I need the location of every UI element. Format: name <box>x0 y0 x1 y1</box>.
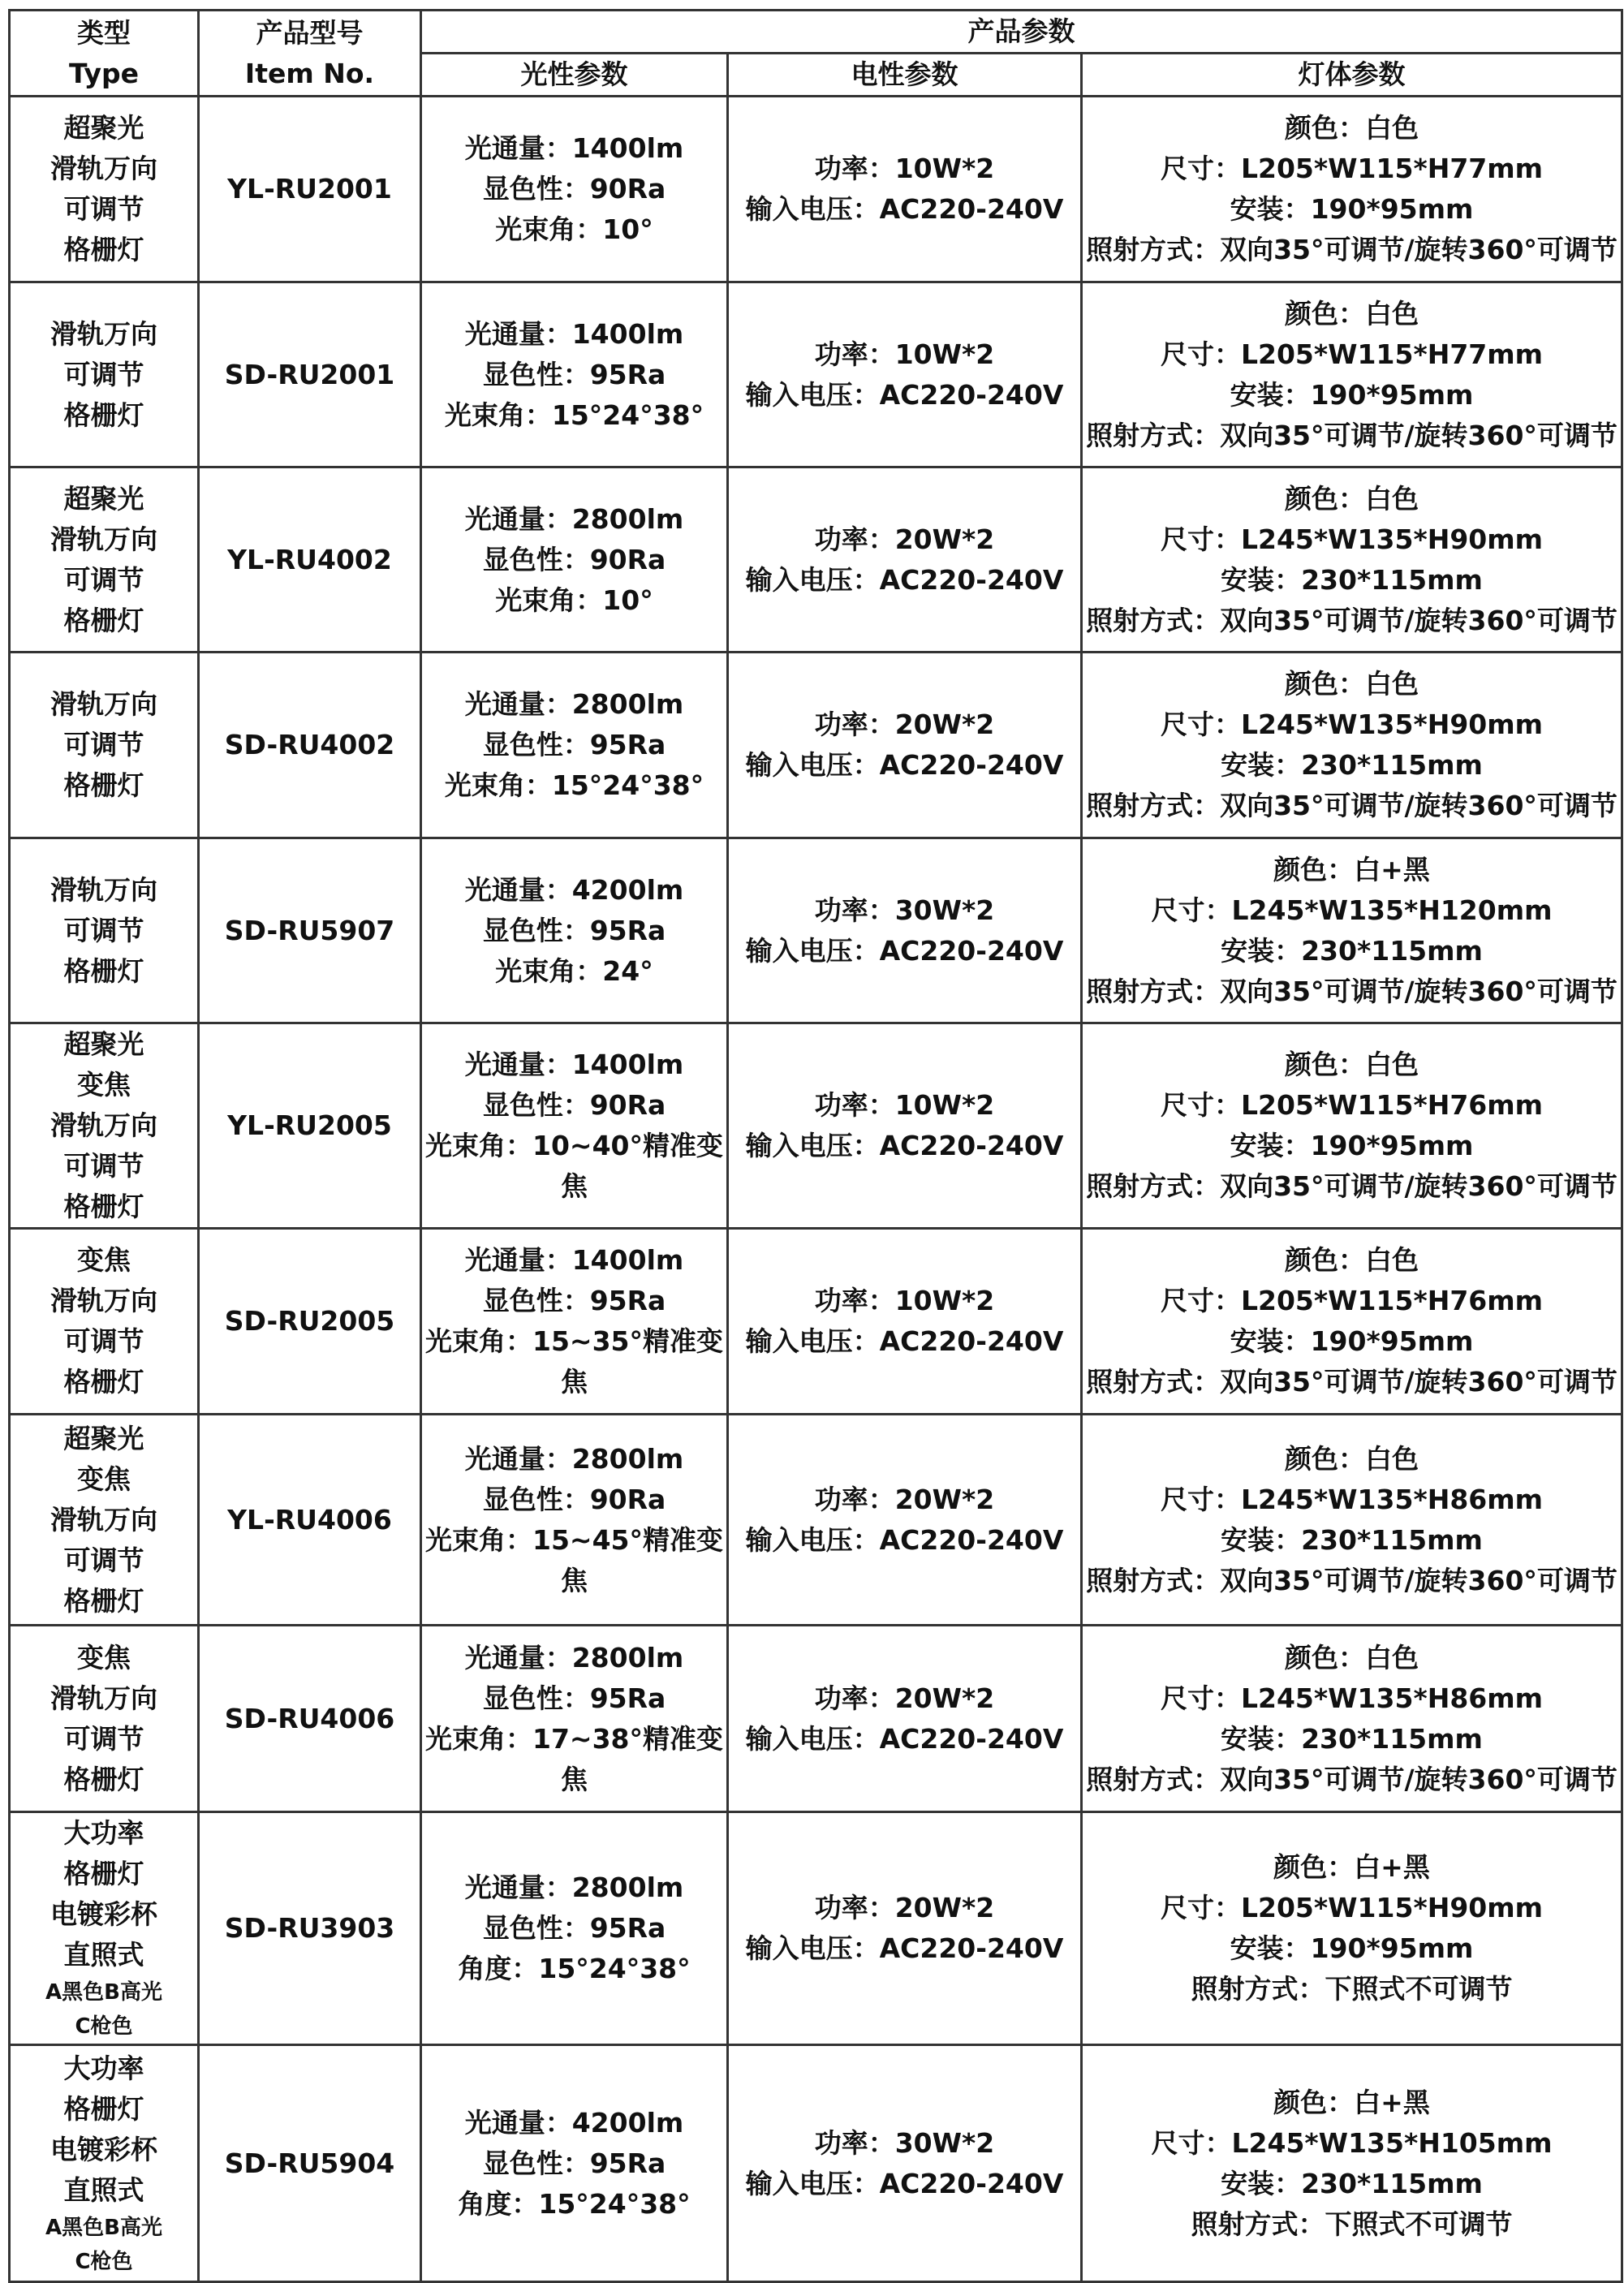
body-params-cell-line: 照射方式：下照式不可调节 <box>1191 2208 1513 2240</box>
electrical-params-cell <box>728 467 1082 653</box>
body-params-cell-line: 尺寸：L205*W115*H76mm <box>1160 1285 1544 1316</box>
body-params-cell <box>1082 97 1622 282</box>
electrical-params-cell <box>728 838 1082 1023</box>
type-cell-line: 直照式 <box>63 1939 144 1971</box>
body-params-cell-line: 安装：190*95mm <box>1230 1130 1474 1161</box>
optical-params-cell-line: 焦 <box>561 1170 588 1202</box>
item-no-cell: SD-RU4006 <box>199 1626 421 1812</box>
electrical-params-cell-line: 功率：10W*2 <box>814 1089 995 1121</box>
type-cell-line: A黑色B高光 <box>45 2215 162 2240</box>
item-no-cell: YL-RU2001 <box>199 97 421 282</box>
optical-params-cell-line: 光通量：2800lm <box>464 502 684 535</box>
item-no-cell: YL-RU2005 <box>199 1023 421 1229</box>
type-cell-line: C枪色 <box>75 2249 133 2274</box>
body-params-cell-line: 照射方式：双向35°可调节/旋转360°可调节 <box>1086 1366 1618 1398</box>
table-row <box>10 1023 1622 1229</box>
body-params-cell-line: 颜色：白+黑 <box>1273 2086 1430 2118</box>
electrical-params-cell-line: 输入电压：AC220-240V <box>745 563 1064 596</box>
body-params-cell <box>1082 282 1622 467</box>
optical-params-cell-line: 显色性：95Ra <box>482 729 666 760</box>
header-type-en: Type <box>68 57 140 89</box>
body-params-cell-line: 尺寸：L245*W135*H90mm <box>1160 709 1544 740</box>
header-product-params: 产品参数 <box>421 11 1622 54</box>
electrical-params-cell-line: 功率：10W*2 <box>814 153 995 184</box>
electrical-params-cell <box>728 1229 1082 1415</box>
type-cell-line: 滑轨万向 <box>50 523 157 555</box>
type-cell-line: 格栅灯 <box>63 1191 144 1222</box>
type-cell-line: 变焦 <box>77 1244 131 1276</box>
type-cell-line: 可调节 <box>63 193 144 225</box>
optical-params-cell-line: 显色性：90Ra <box>482 1089 666 1121</box>
optical-params-cell-line: 光通量：2800lm <box>464 1442 684 1475</box>
type-cell <box>10 282 199 467</box>
optical-params-cell <box>421 467 728 653</box>
optical-params-cell-line: 光束角：15°24°38° <box>444 769 704 801</box>
type-cell-line: 格栅灯 <box>63 604 144 636</box>
body-params-cell-line: 照射方式：双向35°可调节/旋转360°可调节 <box>1086 419 1618 451</box>
optical-params-cell-line: 光束角：17~38°精准变 <box>425 1722 723 1755</box>
type-cell-line: 超聚光 <box>63 482 144 515</box>
type-cell <box>10 2045 199 2282</box>
optical-params-cell <box>421 282 728 467</box>
electrical-params-cell-line: 输入电压：AC220-240V <box>745 1523 1064 1556</box>
electrical-params-cell-line: 输入电压：AC220-240V <box>745 193 1064 225</box>
type-cell-line: 格栅灯 <box>63 954 144 987</box>
table-row <box>10 1812 1622 2045</box>
type-cell-line: 滑轨万向 <box>50 688 157 720</box>
optical-params-cell-line: 显色性：95Ra <box>482 1682 666 1714</box>
body-params-cell-line: 安装：230*115mm <box>1221 563 1483 596</box>
body-params-cell-line: 安装：230*115mm <box>1221 1523 1483 1556</box>
body-params-cell-line: 颜色：白+黑 <box>1273 1851 1430 1883</box>
electrical-params-cell-line: 输入电压：AC220-240V <box>745 1932 1064 1964</box>
type-cell-line: 超聚光 <box>63 1422 144 1454</box>
type-cell-line: 电镀彩杯 <box>50 2133 157 2165</box>
optical-params-cell <box>421 1415 728 1626</box>
body-params-cell-line: 尺寸：L205*W115*H90mm <box>1160 1892 1544 1923</box>
table-row <box>10 1626 1622 1812</box>
body-params-cell-line: 安装：230*115mm <box>1221 934 1483 967</box>
type-cell-line: 滑轨万向 <box>50 153 157 184</box>
electrical-params-cell-line: 功率：30W*2 <box>814 894 995 926</box>
type-cell-line: 格栅灯 <box>63 1858 144 1889</box>
type-cell-line: A黑色B高光 <box>45 1980 162 2005</box>
type-cell <box>10 97 199 282</box>
body-params-cell-line: 颜色：白色 <box>1285 1244 1419 1276</box>
optical-params-cell-line: 光束角：15~45°精准变 <box>425 1523 723 1556</box>
item-no-cell: SD-RU4002 <box>199 653 421 838</box>
type-cell-line: 可调节 <box>63 563 144 596</box>
table-row <box>10 467 1622 653</box>
optical-params-cell-line: 光通量：1400lm <box>464 1049 684 1080</box>
electrical-params-cell-line: 输入电压：AC220-240V <box>745 749 1064 781</box>
table-row <box>10 838 1622 1023</box>
item-no-cell: YL-RU4006 <box>199 1415 421 1626</box>
electrical-params-cell-line: 功率：20W*2 <box>814 523 995 555</box>
type-cell <box>10 1812 199 2045</box>
body-params-cell-line: 颜色：白色 <box>1285 1442 1419 1475</box>
electrical-params-cell <box>728 282 1082 467</box>
optical-params-cell-line: 光通量：2800lm <box>464 688 684 720</box>
type-cell-line: 格栅灯 <box>63 2092 144 2125</box>
optical-params-cell-line: 光通量：4200lm <box>464 2106 684 2139</box>
type-cell-line: 滑轨万向 <box>50 1285 157 1316</box>
type-cell-line: 变焦 <box>77 1641 131 1673</box>
body-params-cell <box>1082 1415 1622 1626</box>
body-params-cell-line: 安装：190*95mm <box>1230 1932 1474 1964</box>
body-params-cell-line: 尺寸：L245*W135*H86mm <box>1160 1682 1544 1714</box>
type-cell <box>10 1626 199 1812</box>
optical-params-cell-line: 光束角：10~40°精准变 <box>425 1130 723 1161</box>
item-no-cell: SD-RU2005 <box>199 1229 421 1415</box>
type-cell-line: 滑轨万向 <box>50 873 157 906</box>
body-params-cell-line: 颜色：白色 <box>1285 1049 1419 1080</box>
type-cell-line: 可调节 <box>63 1150 144 1182</box>
body-params-cell-line: 安装：190*95mm <box>1230 193 1474 225</box>
type-cell-line: 格栅灯 <box>63 234 144 265</box>
electrical-params-cell-line: 功率：20W*2 <box>814 709 995 740</box>
electrical-params-cell-line: 功率：10W*2 <box>814 1285 995 1316</box>
item-no-cell: SD-RU5904 <box>199 2045 421 2282</box>
type-cell-line: 格栅灯 <box>63 1763 144 1795</box>
body-params-cell-line: 安装：230*115mm <box>1221 749 1483 781</box>
type-cell <box>10 1229 199 1415</box>
optical-params-cell <box>421 1229 728 1415</box>
type-cell <box>10 1415 199 1626</box>
body-params-cell <box>1082 1023 1622 1229</box>
optical-params-cell-line: 焦 <box>561 1366 588 1398</box>
type-cell-line: 直照式 <box>63 2173 144 2206</box>
body-params-cell-line: 安装：190*95mm <box>1230 1325 1474 1357</box>
electrical-params-cell <box>728 2045 1082 2282</box>
header-body: 灯体参数 <box>1082 54 1622 97</box>
optical-params-cell-line: 光通量：1400lm <box>464 132 684 164</box>
table-row <box>10 653 1622 838</box>
optical-params-cell-line: 光通量：1400lm <box>464 1244 684 1276</box>
optical-params-cell-line: 显色性：90Ra <box>482 173 666 205</box>
type-cell-line: C枪色 <box>75 2014 133 2039</box>
body-params-cell-line: 颜色：白色 <box>1285 668 1419 700</box>
optical-params-cell-line: 光束角：10° <box>495 213 653 245</box>
type-cell-line: 格栅灯 <box>63 1366 144 1398</box>
type-cell <box>10 838 199 1023</box>
body-params-cell-line: 颜色：白色 <box>1285 112 1419 144</box>
type-cell-line: 变焦 <box>77 1462 131 1495</box>
optical-params-cell-line: 显色性：95Ra <box>482 1912 666 1944</box>
product-spec-table <box>8 9 1623 2283</box>
electrical-params-cell <box>728 1812 1082 2045</box>
type-cell-line: 可调节 <box>63 358 144 390</box>
optical-params-cell <box>421 1626 728 1812</box>
optical-params-cell-line: 光通量：2800lm <box>464 1641 684 1673</box>
type-cell <box>10 653 199 838</box>
optical-params-cell-line: 角度：15°24°38° <box>458 1953 691 1984</box>
body-params-cell-line: 尺寸：L245*W135*H105mm <box>1151 2126 1553 2159</box>
optical-params-cell-line: 光束角：10° <box>495 584 653 616</box>
body-params-cell-line: 颜色：白色 <box>1285 297 1419 330</box>
optical-params-cell-line: 焦 <box>561 1763 588 1795</box>
optical-params-cell <box>421 2045 728 2282</box>
electrical-params-cell-line: 功率：20W*2 <box>814 1483 995 1515</box>
body-params-cell-line: 尺寸：L245*W135*H90mm <box>1160 523 1544 555</box>
body-params-cell-line: 颜色：白色 <box>1285 1641 1419 1673</box>
optical-params-cell <box>421 653 728 838</box>
optical-params-cell <box>421 1023 728 1229</box>
type-cell-line: 电镀彩杯 <box>50 1898 157 1930</box>
body-params-cell-line: 安装：230*115mm <box>1221 1722 1483 1755</box>
body-params-cell-line: 尺寸：L205*W115*H77mm <box>1160 338 1544 370</box>
header-type <box>10 11 199 97</box>
electrical-params-cell-line: 输入电压：AC220-240V <box>745 934 1064 967</box>
type-cell-line: 可调节 <box>63 914 144 946</box>
type-cell-line: 大功率 <box>63 1817 144 1849</box>
body-params-cell <box>1082 838 1622 1023</box>
type-cell-line: 可调节 <box>63 1544 144 1576</box>
optical-params-cell <box>421 1812 728 2045</box>
body-params-cell <box>1082 1229 1622 1415</box>
optical-params-cell-line: 光通量：1400lm <box>464 317 684 350</box>
optical-params-cell-line: 显色性：95Ra <box>482 358 666 390</box>
body-params-cell-line: 照射方式：双向35°可调节/旋转360°可调节 <box>1086 975 1618 1007</box>
electrical-params-cell <box>728 1023 1082 1229</box>
electrical-params-cell-line: 输入电压：AC220-240V <box>745 378 1064 411</box>
electrical-params-cell-line: 功率：20W*2 <box>814 1682 995 1714</box>
type-cell-line: 可调节 <box>63 1325 144 1357</box>
type-cell-line: 滑轨万向 <box>50 1109 157 1141</box>
item-no-cell: SD-RU2001 <box>199 282 421 467</box>
table-row <box>10 282 1622 467</box>
optical-params-cell-line: 光束角：24° <box>495 954 653 987</box>
header-item <box>199 11 421 97</box>
electrical-params-cell <box>728 653 1082 838</box>
table-row <box>10 2045 1622 2282</box>
electrical-params-cell-line: 输入电压：AC220-240V <box>745 1722 1064 1755</box>
type-cell-line: 可调节 <box>63 729 144 760</box>
electrical-params-cell-line: 功率：30W*2 <box>814 2126 995 2159</box>
optical-params-cell-line: 显色性：95Ra <box>482 914 666 946</box>
type-cell-line: 超聚光 <box>63 1028 144 1060</box>
electrical-params-cell-line: 输入电压：AC220-240V <box>745 2167 1064 2199</box>
body-params-cell-line: 安装：230*115mm <box>1221 2167 1483 2199</box>
body-params-cell-line: 照射方式：双向35°可调节/旋转360°可调节 <box>1086 1763 1618 1795</box>
electrical-params-cell-line: 输入电压：AC220-240V <box>745 1325 1064 1357</box>
type-cell-line: 滑轨万向 <box>50 317 157 350</box>
body-params-cell <box>1082 467 1622 653</box>
electrical-params-cell-line: 功率：20W*2 <box>814 1892 995 1923</box>
type-cell <box>10 1023 199 1229</box>
type-cell-line: 大功率 <box>63 2052 144 2084</box>
electrical-params-cell <box>728 1626 1082 1812</box>
electrical-params-cell <box>728 1415 1082 1626</box>
body-params-cell-line: 颜色：白色 <box>1285 482 1419 515</box>
type-cell-line: 格栅灯 <box>63 769 144 801</box>
body-params-cell <box>1082 1626 1622 1812</box>
optical-params-cell-line: 角度：15°24°38° <box>458 2187 691 2220</box>
body-params-cell-line: 照射方式：双向35°可调节/旋转360°可调节 <box>1086 1170 1618 1202</box>
header-item-en: Item No. <box>244 57 375 89</box>
header-optical: 光性参数 <box>421 54 728 97</box>
optical-params-cell-line: 光束角：15~35°精准变 <box>425 1325 723 1357</box>
type-cell <box>10 467 199 653</box>
body-params-cell-line: 尺寸：L245*W135*H120mm <box>1151 894 1553 926</box>
optical-params-cell-line: 显色性：90Ra <box>482 1483 666 1515</box>
electrical-params-cell-line: 输入电压：AC220-240V <box>745 1130 1064 1161</box>
type-cell-line: 格栅灯 <box>63 398 144 431</box>
optical-params-cell-line: 显色性：95Ra <box>482 1285 666 1316</box>
body-params-cell-line: 安装：190*95mm <box>1230 378 1474 411</box>
optical-params-cell-line: 显色性：95Ra <box>482 2147 666 2179</box>
type-cell-line: 格栅灯 <box>63 1584 144 1617</box>
electrical-params-cell-line: 功率：10W*2 <box>814 338 995 370</box>
optical-params-cell-line: 光束角：15°24°38° <box>444 398 704 431</box>
body-params-cell-line: 照射方式：双向35°可调节/旋转360°可调节 <box>1086 1564 1618 1596</box>
body-params-cell-line: 照射方式：双向35°可调节/旋转360°可调节 <box>1086 234 1618 265</box>
table-row <box>10 1415 1622 1626</box>
header-item-cn: 产品型号 <box>256 16 364 49</box>
optical-params-cell-line: 光通量：4200lm <box>464 873 684 906</box>
type-cell-line: 变焦 <box>77 1069 131 1101</box>
body-params-cell-line: 尺寸：L205*W115*H77mm <box>1160 153 1544 184</box>
body-params-cell-line: 尺寸：L205*W115*H76mm <box>1160 1089 1544 1121</box>
item-no-cell: YL-RU4002 <box>199 467 421 653</box>
body-params-cell <box>1082 653 1622 838</box>
body-params-cell-line: 照射方式：下照式不可调节 <box>1191 1973 1513 2005</box>
item-no-cell: SD-RU5907 <box>199 838 421 1023</box>
optical-params-cell-line: 显色性：90Ra <box>482 543 666 575</box>
type-cell-line: 超聚光 <box>63 112 144 144</box>
header-type-cn: 类型 <box>77 16 131 49</box>
table-row <box>10 97 1622 282</box>
table-row <box>10 1229 1622 1415</box>
optical-params-cell <box>421 838 728 1023</box>
electrical-params-cell <box>728 97 1082 282</box>
body-params-cell-line: 照射方式：双向35°可调节/旋转360°可调节 <box>1086 790 1618 821</box>
body-params-cell <box>1082 2045 1622 2282</box>
header-electrical: 电性参数 <box>728 54 1082 97</box>
type-cell-line: 滑轨万向 <box>50 1682 157 1714</box>
body-params-cell-line: 照射方式：双向35°可调节/旋转360°可调节 <box>1086 604 1618 636</box>
type-cell-line: 可调节 <box>63 1722 144 1755</box>
optical-params-cell-line: 光通量：2800lm <box>464 1872 684 1903</box>
item-no-cell: SD-RU3903 <box>199 1812 421 2045</box>
optical-params-cell-line: 焦 <box>561 1564 588 1596</box>
body-params-cell <box>1082 1812 1622 2045</box>
optical-params-cell <box>421 97 728 282</box>
body-params-cell-line: 尺寸：L245*W135*H86mm <box>1160 1483 1544 1515</box>
type-cell-line: 滑轨万向 <box>50 1503 157 1536</box>
body-params-cell-line: 颜色：白+黑 <box>1273 853 1430 885</box>
